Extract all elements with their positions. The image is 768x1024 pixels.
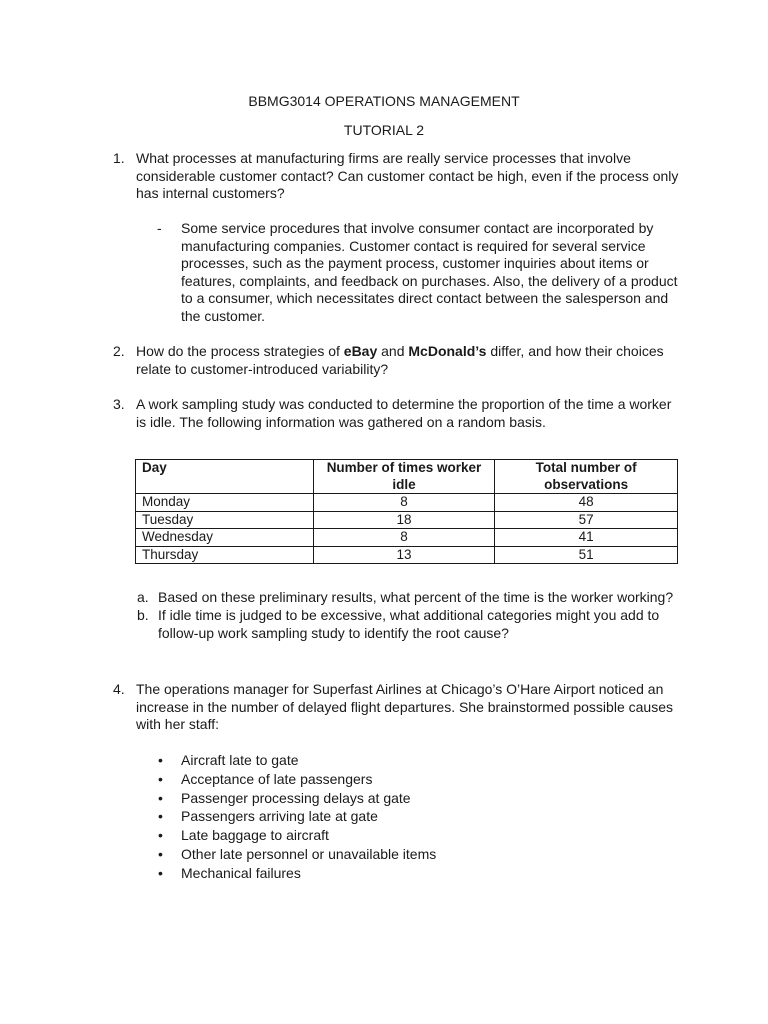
list-item	[158, 790, 436, 809]
table-cell-idle: 13	[313, 546, 495, 564]
table-row	[136, 511, 678, 529]
causes-list	[158, 752, 436, 884]
table-cell-day: Thursday	[136, 546, 314, 564]
list-item-text: Passenger processing delays at gate	[181, 789, 411, 806]
answer-1-line: Some service procedures that involve consumer contact are incorporated by	[181, 220, 654, 236]
table-cell-day: Monday	[136, 494, 314, 512]
mcdonalds-bold: McDonald’s	[408, 343, 487, 359]
question-2-number: 2.	[113, 343, 125, 359]
question-4-line: The operations manager for Superfast Airlines at Chicago’s O’Hare Airport noticed an	[136, 681, 664, 697]
answer-1-dash: -	[157, 220, 162, 236]
list-item	[158, 827, 436, 846]
question-2-text-part: and	[377, 343, 409, 359]
table-cell-idle: 8	[313, 529, 495, 547]
list-item-text: Passengers arriving late at gate	[181, 808, 378, 825]
question-1-number: 1.	[113, 150, 125, 166]
list-item-text: Mechanical failures	[181, 864, 301, 881]
answer-1-text	[181, 220, 678, 326]
table-row	[136, 529, 678, 547]
list-item-text: Other late personnel or unavailable items	[181, 845, 437, 862]
sub-question-a-text: Based on these preliminary results, what percent of the time is the worker working?	[158, 589, 674, 605]
table-header-idle: Number of times worker idle	[313, 460, 495, 494]
answer-1-line: features, complaints, and feedback on purchases. Also, the delivery of a product	[181, 272, 678, 289]
table-cell-idle: 18	[313, 511, 495, 529]
question-4-number: 4.	[113, 681, 125, 697]
list-item-text: Acceptance of late passengers	[181, 770, 373, 787]
ebay-bold: eBay	[343, 343, 378, 359]
tutorial-title: TUTORIAL 2	[343, 122, 425, 138]
question-1-text	[136, 150, 678, 203]
question-3-number: 3.	[113, 396, 125, 412]
question-3-line: is idle. The following information was gathered on a random basis.	[136, 413, 546, 430]
list-item	[158, 752, 436, 771]
table-cell-observations: 51	[495, 546, 678, 564]
table-header-row	[136, 460, 678, 494]
sub-question-b-text	[158, 607, 659, 642]
list-item	[158, 865, 436, 884]
table-header-observations: Total number of observations	[495, 460, 678, 494]
answer-1-line: processes, such as the payment process, customer inquiries about items or	[181, 255, 649, 272]
bullet-icon: •	[158, 864, 163, 881]
question-1-line: has internal customers?	[136, 185, 285, 202]
table-header-day: Day	[136, 460, 314, 494]
question-1-line: What processes at manufacturing firms are really service processes that involve	[136, 150, 631, 166]
bullet-icon: •	[158, 827, 163, 844]
list-item	[158, 808, 436, 827]
answer-1-line: to a consumer, which necessitates direct contact between the salesperson and	[181, 290, 669, 307]
sub-question-b-line: follow-up work sampling study to identify the root cause?	[158, 624, 509, 641]
list-item	[158, 771, 436, 790]
bullet-icon: •	[158, 770, 163, 787]
table-cell-idle: 8	[313, 494, 495, 512]
question-4-line: increase in the number of delayed flight departures. She brainstormed possible causes	[136, 698, 673, 715]
question-3-text	[136, 396, 671, 431]
answer-1-line: manufacturing companies. Customer contact is required for several service	[181, 237, 646, 254]
bullet-icon: •	[158, 845, 163, 862]
table-cell-observations: 57	[495, 511, 678, 529]
table-row	[136, 494, 678, 512]
question-2-text	[136, 343, 664, 378]
list-item-text: Late baggage to aircraft	[181, 827, 329, 844]
question-3-line: A work sampling study was conducted to determine the proportion of the time a worker	[136, 396, 672, 412]
table-cell-day: Tuesday	[136, 511, 314, 529]
question-2-line	[136, 343, 664, 361]
course-title: BBMG3014 OPERATIONS MANAGEMENT	[248, 93, 520, 109]
list-item	[158, 846, 436, 865]
table-cell-day: Wednesday	[136, 529, 314, 547]
question-4-text	[136, 681, 673, 734]
answer-1-line: the customer.	[181, 307, 266, 324]
sub-question-a-label: a.	[137, 589, 149, 605]
question-2-text-part: How do the process strategies of	[136, 343, 344, 359]
sub-question-b-label: b.	[137, 607, 149, 623]
question-2-text-part: differ, and how their choices	[486, 343, 664, 359]
sub-question-b-line: If idle time is judged to be excessive, what additional categories might you add to	[158, 607, 660, 623]
bullet-icon: •	[158, 808, 163, 825]
table-row	[136, 546, 678, 564]
bullet-icon: •	[158, 789, 163, 806]
work-sampling-table	[135, 459, 678, 564]
table-cell-observations: 48	[495, 494, 678, 512]
question-1-line: considerable customer contact? Can customer contact be high, even if the process only	[136, 167, 679, 184]
list-item-text: Aircraft late to gate	[181, 752, 299, 768]
question-4-line: with her staff:	[136, 716, 220, 733]
bullet-icon: •	[158, 752, 163, 768]
table-cell-observations: 41	[495, 529, 678, 547]
question-2-line: relate to customer-introduced variability?	[136, 360, 389, 377]
